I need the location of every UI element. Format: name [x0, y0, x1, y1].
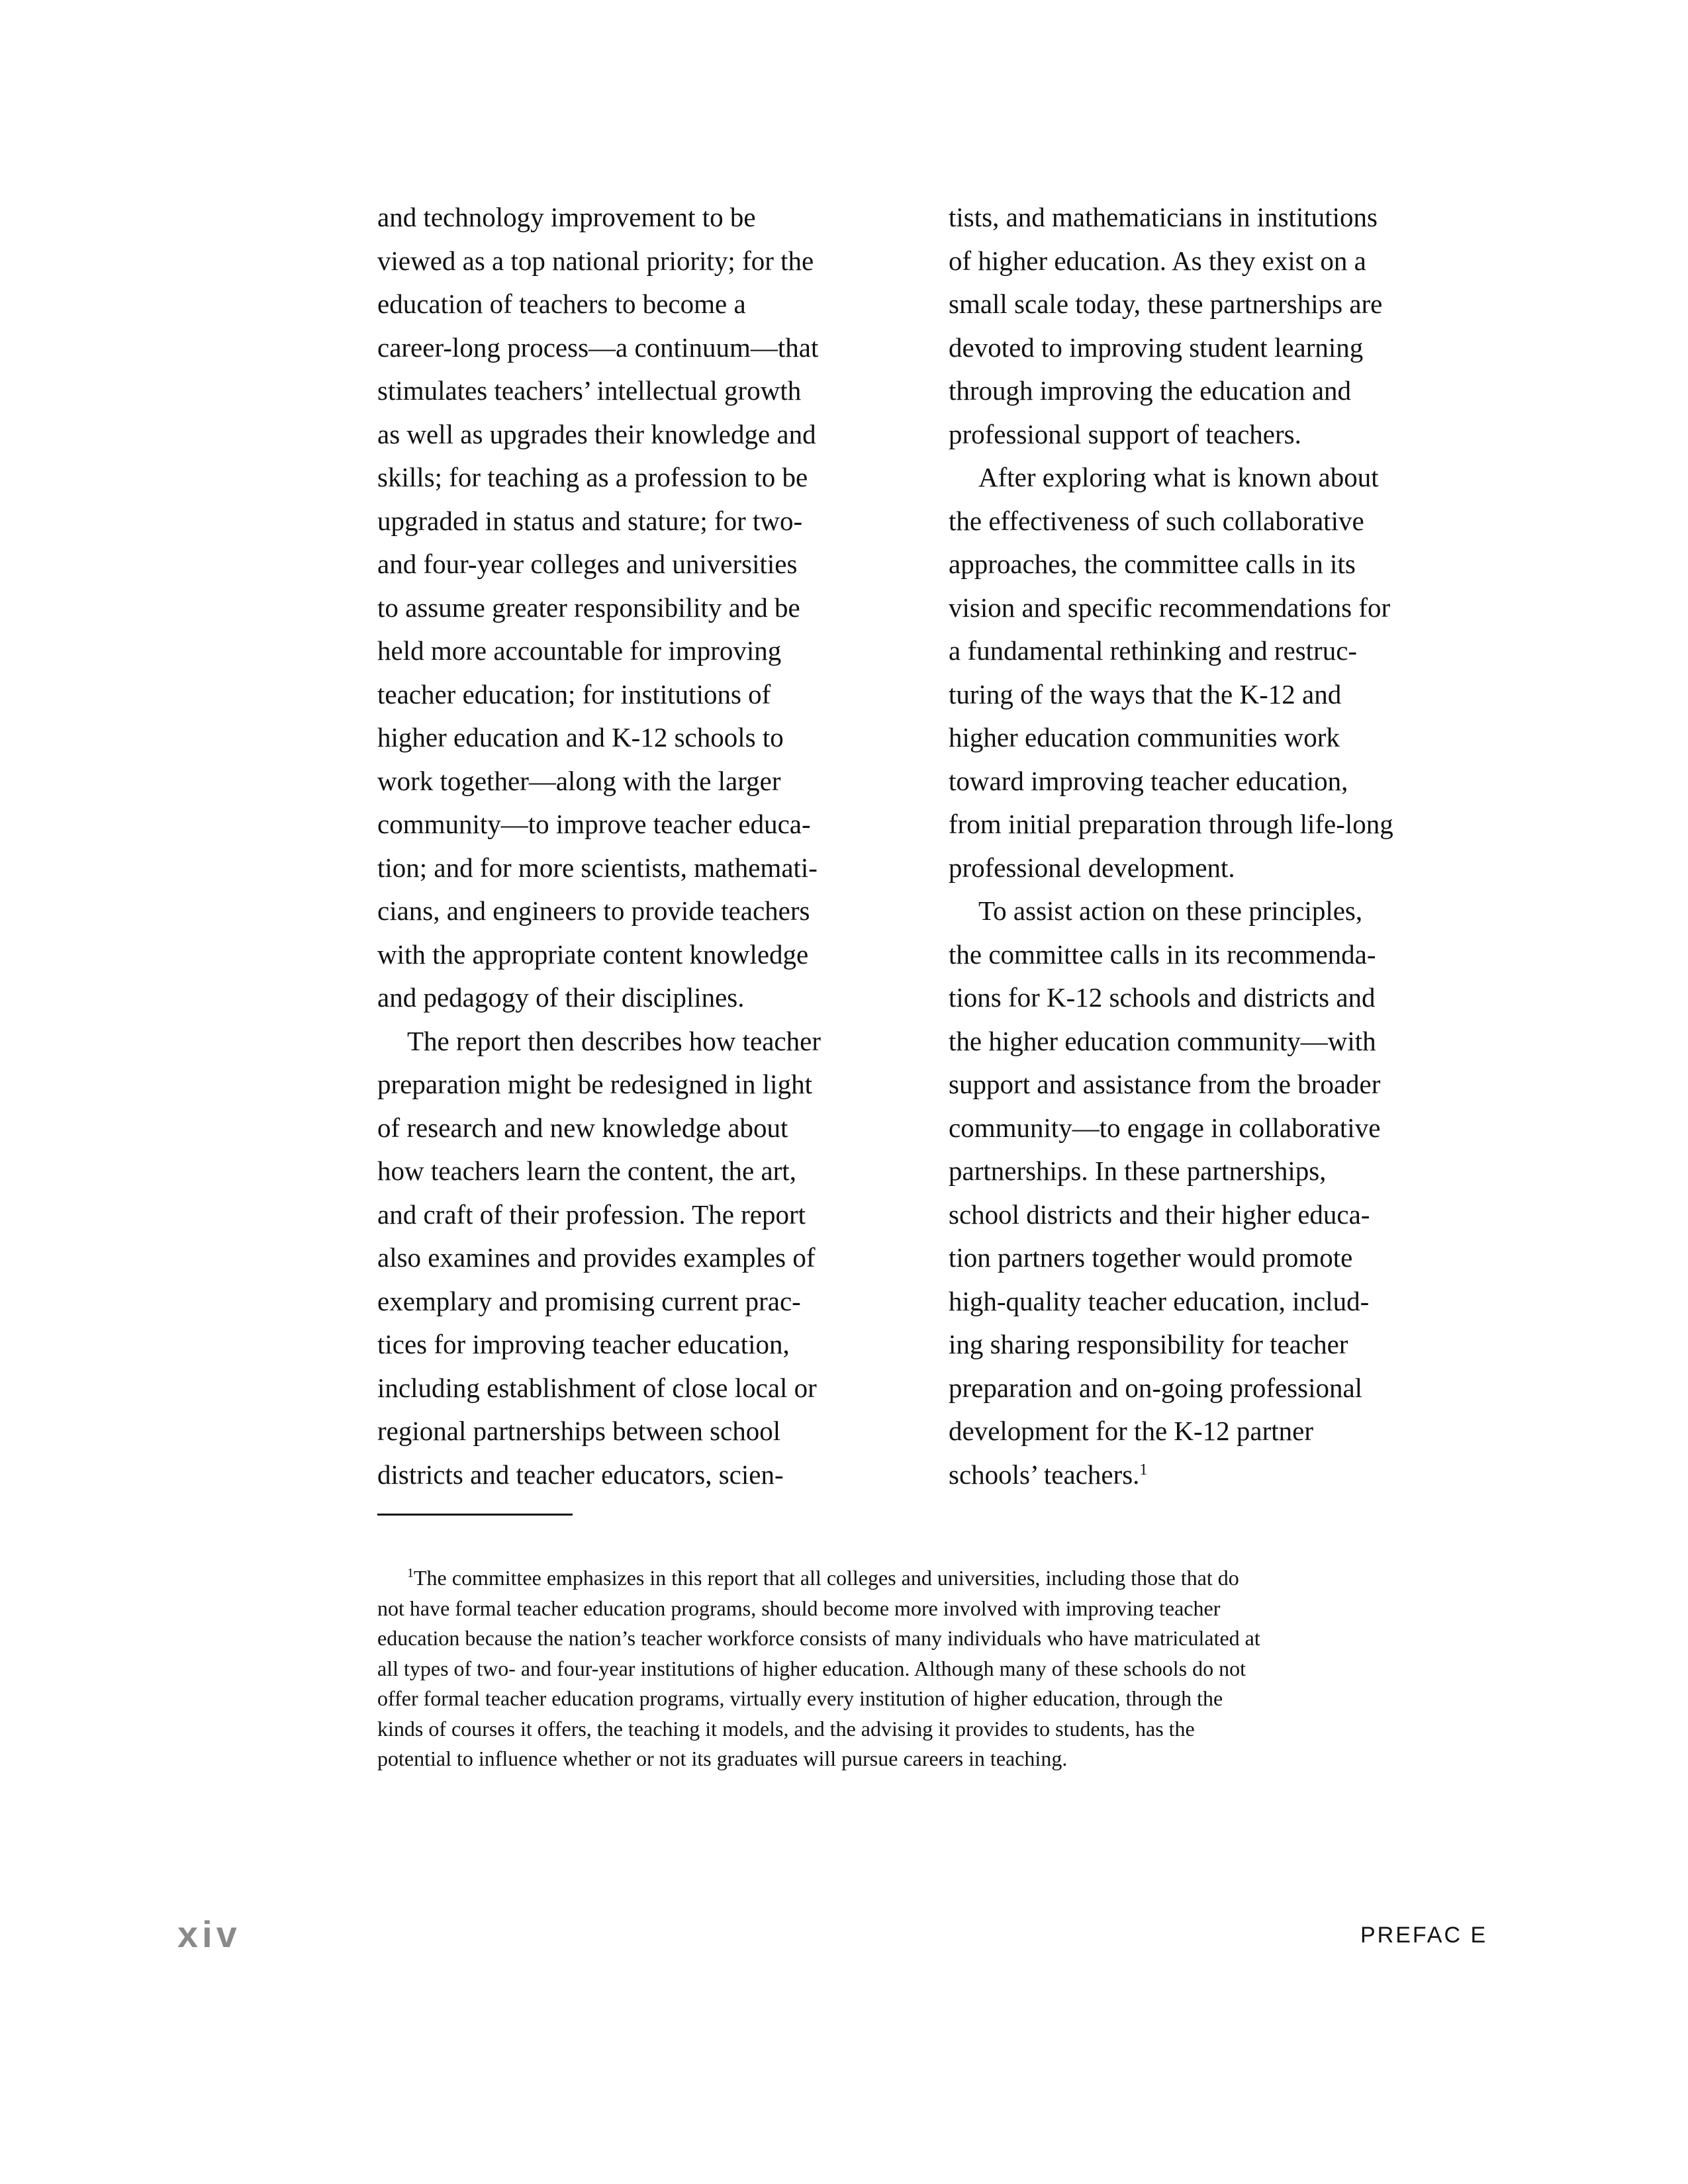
text-line: cians, and engineers to provide teachers	[377, 895, 810, 926]
text-line: regional partnerships between school	[377, 1416, 781, 1446]
page-number: xiv	[177, 1913, 241, 1955]
footnote-line-text: The committee emphasizes in this report that all colleges and universities, including those that do	[414, 1566, 1239, 1590]
text-line: approaches, the committee calls in its	[949, 549, 1356, 579]
footnote-line: not have formal teacher education programs, should become more involved with improving teacher	[377, 1596, 1221, 1620]
text-line: higher education communities work	[949, 722, 1340, 752]
text-line: the committee calls in its recommenda-	[949, 938, 1376, 970]
text-line: of higher education. As they exist on a	[949, 245, 1366, 276]
text-line: support and assistance from the broader	[949, 1069, 1381, 1099]
text-line: and technology improvement to be	[377, 202, 756, 232]
text-line: tices for improving teacher education,	[377, 1329, 790, 1359]
text-line: viewed as a top national priority; for the	[377, 245, 814, 276]
footnote	[377, 1563, 1489, 1774]
left-text-column	[377, 196, 907, 1496]
text-line: preparation and on-going professional	[949, 1372, 1363, 1403]
text-line: including establishment of close local or	[377, 1372, 817, 1403]
footnote-separator	[377, 1514, 573, 1516]
footnote-line	[377, 1563, 1489, 1594]
text-line	[949, 1453, 1485, 1497]
text-line: tion; and for more scientists, mathemati-	[377, 852, 818, 883]
text-line: partnerships. In these partnerships,	[949, 1156, 1327, 1186]
text-line: education of teachers to become a	[377, 289, 746, 319]
text-line: community—to engage in collaborative	[949, 1112, 1381, 1143]
footnote-line: offer formal teacher education programs, virtually every institution of higher education, through the	[377, 1686, 1223, 1710]
text-line: professional support of teachers.	[949, 418, 1301, 449]
text-line: vision and specific recommendations for	[949, 592, 1391, 623]
text-line: a fundamental rethinking and restruc-	[949, 635, 1358, 666]
text-line: teacher education; for institutions of	[377, 678, 771, 709]
text-line: tists, and mathematicians in institutions	[949, 202, 1378, 232]
text-line: toward improving teacher education,	[949, 765, 1348, 796]
paragraph-start-line: After exploring what is known about	[978, 462, 1379, 492]
footnote-line: potential to influence whether or not its graduates will pursue careers in teaching.	[377, 1747, 1068, 1770]
footnote-line: all types of two- and four-year institutions of higher education. Although many of these schools do not	[377, 1656, 1246, 1680]
text-line: through improving the education and	[949, 375, 1352, 406]
text-line: and pedagogy of their disciplines.	[377, 982, 745, 1013]
running-footer: PREFAC E	[1360, 1923, 1488, 1948]
text-line: community—to improve teacher educa-	[377, 809, 811, 839]
text-line: work together—along with the larger	[377, 765, 781, 796]
text-line: exemplary and promising current prac-	[377, 1285, 801, 1316]
text-line: as well as upgrades their knowledge and	[377, 418, 816, 449]
footnote-line: education because the nation’s teacher workforce consists of many individuals who have matriculated at	[377, 1626, 1260, 1650]
text-line: high-quality teacher education, includ-	[949, 1285, 1370, 1316]
text-line: with the appropriate content knowledge	[377, 938, 809, 970]
text-line: small scale today, these partnerships are	[949, 289, 1383, 319]
paragraph-start-line: The report then describes how teacher	[407, 1025, 821, 1056]
text-line: skills; for teaching as a profession to be	[377, 462, 808, 492]
text-line: career-long process—a continuum—that	[377, 332, 819, 363]
text-line: and four-year colleges and universities	[377, 549, 798, 579]
text-line: districts and teacher educators, scien-	[377, 1459, 784, 1490]
text-line: stimulates teachers’ intellectual growth	[377, 375, 802, 406]
text-line: from initial preparation through life-long	[949, 809, 1393, 839]
text-line: ing sharing responsibility for teacher	[949, 1329, 1348, 1359]
footnote-marker: 1	[407, 1566, 414, 1580]
text-line: preparation might be redesigned in light	[377, 1069, 812, 1099]
text-line: tions for K-12 schools and districts and	[949, 982, 1376, 1013]
text-line: higher education and K-12 schools to	[377, 722, 784, 752]
text-line: held more accountable for improving	[377, 635, 782, 666]
text-line: development for the K-12 partner	[949, 1416, 1314, 1446]
text-line: to assume greater responsibility and be	[377, 592, 800, 623]
paragraph-start-line: To assist action on these principles,	[978, 895, 1363, 926]
text-line: the higher education community—with	[949, 1025, 1376, 1056]
text-line: and craft of their profession. The report	[377, 1199, 806, 1230]
text-line: also examines and provides examples of	[377, 1242, 816, 1273]
text-line: turing of the ways that the K-12 and	[949, 678, 1342, 709]
footnote-reference[interactable]: 1	[1139, 1461, 1148, 1479]
text-line: tion partners together would promote	[949, 1242, 1353, 1273]
text-line: upgraded in status and stature; for two-	[377, 505, 803, 536]
text-line-content: schools’ teachers.	[949, 1459, 1140, 1490]
text-line: professional development.	[949, 852, 1235, 883]
text-line: the effectiveness of such collaborative	[949, 505, 1364, 536]
right-text-column	[949, 196, 1485, 1496]
footnote-line: kinds of courses it offers, the teaching it models, and the advising it provides to students, has the	[377, 1716, 1195, 1741]
text-line: school districts and their higher educa-	[949, 1199, 1370, 1230]
text-line: devoted to improving student learning	[949, 332, 1364, 363]
text-line: how teachers learn the content, the art,	[377, 1156, 796, 1186]
text-line: of research and new knowledge about	[377, 1112, 788, 1143]
